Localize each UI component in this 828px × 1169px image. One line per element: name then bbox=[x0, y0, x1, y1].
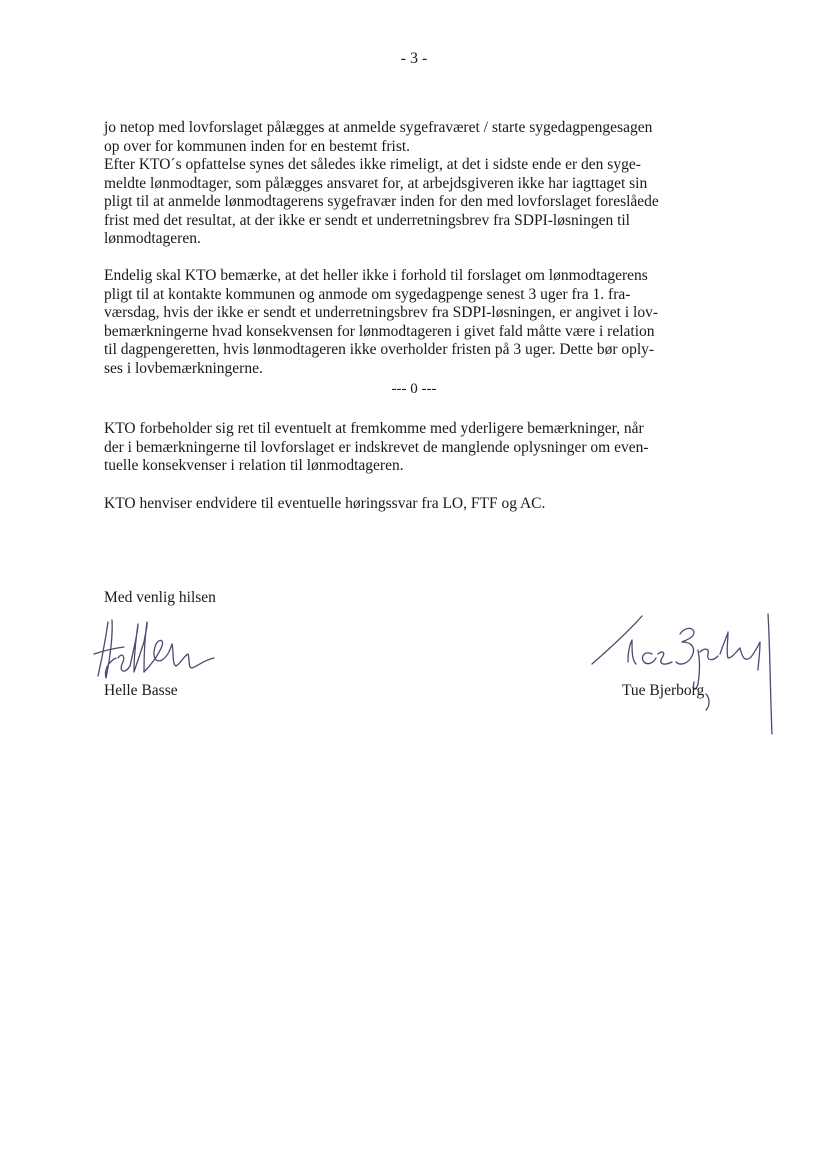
text-line: Endelig skal KTO bemærke, at det heller ikke i forhold til forslaget om lønmodtagerens bbox=[104, 267, 648, 284]
paragraph-1 bbox=[104, 119, 732, 156]
closing-salutation: Med venlig hilsen bbox=[104, 589, 216, 606]
text-line: frist med det resultat, at der ikke er sendt et underretningsbrev fra SDPI-løsningen til bbox=[104, 211, 630, 229]
text-line: lønmodtageren. bbox=[104, 230, 201, 247]
text-line: meldte lønmodtager, som pålægges ansvaret for, at arbejdsgiveren ikke har iagttaget sin bbox=[104, 174, 648, 192]
text-line: op over for kommunen inden for en bestemt frist. bbox=[104, 137, 411, 155]
paragraph-5 bbox=[104, 495, 732, 514]
text-line: pligt til at kontakte kommunen og anmode om sygedagpenge senest 3 uger fra 1. fra- bbox=[104, 285, 631, 303]
signature-right-image bbox=[588, 606, 784, 740]
section-divider: --- 0 --- bbox=[391, 381, 437, 397]
text-line: til dagpengeretten, hvis lønmodtageren ikke overholder fristen på 3 uger. Dette bør oply- bbox=[104, 341, 655, 358]
text-line: tuelle konsekvenser i relation til lønmodtageren. bbox=[104, 457, 404, 474]
page-number: - 3 - bbox=[400, 50, 428, 67]
text-line: KTO forbeholder sig ret til eventuelt at fremkomme med yderligere bemærkninger, når bbox=[104, 420, 644, 437]
paragraph-3 bbox=[104, 267, 732, 378]
text-line: der i bemærkningerne til lovforslaget er indskrevet de manglende oplysninger om even- bbox=[104, 438, 649, 456]
text-line: jo netop med lovforslaget pålægges at anmelde sygefraværet / starte sygedagpengesagen bbox=[104, 119, 653, 136]
signatory-right-name: Tue Bjerborg bbox=[622, 682, 705, 699]
paragraph-2 bbox=[104, 156, 732, 249]
text-line: Efter KTO´s opfattelse synes det således ikke rimeligt, at det i sidste ende er den syge- bbox=[104, 156, 641, 173]
text-line: værsdag, hvis der ikke er sendt et underretningsbrev fra SDPI-løsningen, er angivet i lov- bbox=[104, 304, 658, 321]
text-line: KTO henviser endvidere til eventuelle høringssvar fra LO, FTF og AC. bbox=[104, 495, 546, 512]
text-line: ses i lovbemærkningerne. bbox=[104, 359, 263, 377]
signature-left-image bbox=[92, 614, 222, 686]
signatory-left-name: Helle Basse bbox=[104, 682, 178, 699]
text-line: pligt til at anmelde lønmodtagerens sygefravær inden for den med lovforslaget foreslåede bbox=[104, 193, 659, 210]
paragraph-4 bbox=[104, 420, 732, 476]
text-line: bemærkningerne hvad konsekvensen for lønmodtageren i givet fald måtte være i relation bbox=[104, 322, 655, 340]
